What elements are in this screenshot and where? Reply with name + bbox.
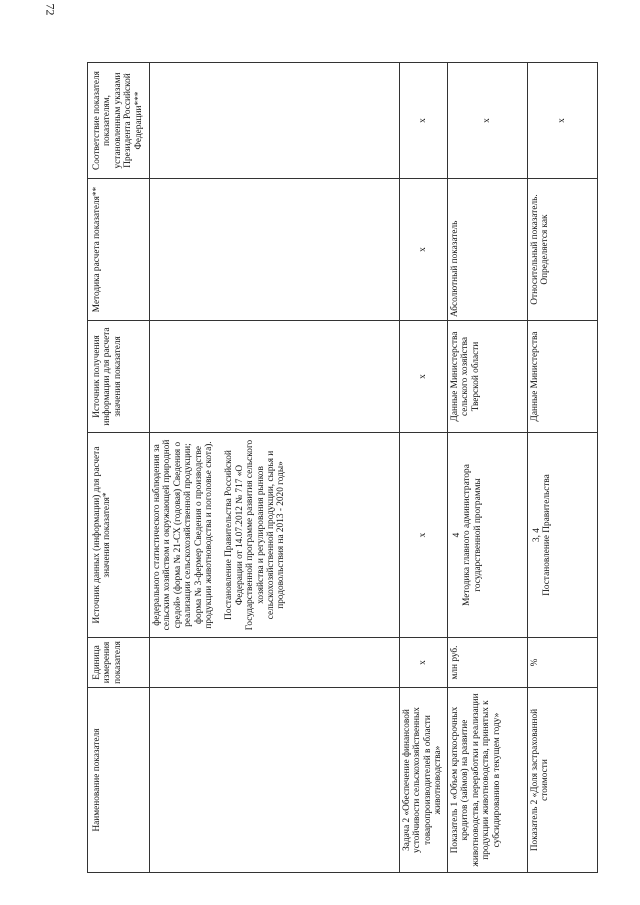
table-row-task-2 — [400, 63, 448, 873]
header-unit: Единица измерения показателя — [88, 638, 150, 688]
source-text-2: Постановление Правительства Российской Федерации от 14.07.2012 № 717 «О Государственной программе развития сельского хозяйства и регулирования рынков сельскохозяйственной продукции, сырья и продовольствия на 2013 - 2020 годы» — [224, 439, 287, 631]
source-text-1: федерального статистического наблюдения за сельским хозяйством и окружающей природной средой» (форма № 21-СХ (годовая) Сведения о реализации сельскохозяйственной продукции; форма № 3-фермер Сведения о производстве продукции животноводства и поголовье скота). — [152, 439, 215, 631]
indicator-2-source — [528, 433, 598, 638]
indicator-1-method-calc: Абсолютный показатель — [448, 179, 528, 321]
indicator-1-source-text: Методика главного администратора государственной программы — [462, 464, 483, 606]
indicator-2-source-num: 3, 4 — [532, 528, 542, 542]
table-row-indicator-2 — [528, 63, 598, 873]
source-cell — [150, 433, 400, 638]
indicator-1-source — [448, 433, 528, 638]
header-name: Наименование показателя — [88, 688, 150, 873]
indicator-1-compliance: x — [448, 63, 528, 179]
indicator-1-unit: млн руб. — [448, 638, 528, 688]
table-row — [150, 63, 400, 873]
indicator-1-source-num: 4 — [452, 532, 462, 538]
task-2-unit: x — [400, 638, 448, 688]
header-method-calc: Методика расчета показателя** — [88, 179, 150, 321]
task-2-method-obtain: x — [400, 321, 448, 433]
header-source: Источник данных (информации) для расчета значения показателя* — [88, 433, 150, 638]
task-2-compliance: x — [400, 63, 448, 179]
rotated-table-container — [87, 41, 597, 873]
indicator-2-compliance: x — [528, 63, 598, 179]
task-2-method-calc: x — [400, 179, 448, 321]
indicator-2-method-calc: Относительный показатель. Определяется как — [528, 179, 598, 321]
indicator-2-method-obtain: Данные Министерства — [528, 321, 598, 433]
task-2-source: x — [400, 433, 448, 638]
header-method-obtain: Источник получения информации для расчета значения показателя — [88, 321, 150, 433]
indicator-1-name: Показатель 1 «Объем краткосрочных кредитов (займов) на развитие животноводства, переработки и реализации продукции животноводства, принятых к субсидированию в текущем году» — [448, 688, 528, 873]
header-row — [88, 63, 150, 873]
header-compliance: Соответствие показателя показателям, установленным указами Президента Российской Федерации*** — [88, 63, 150, 179]
indicator-2-source-text: Постановление Правительства — [542, 474, 553, 596]
task-2-name: Задача 2 «Обеспечение финансовой устойчивости сельскохозяйственных товаропроизводителей в области животноводства» — [400, 688, 448, 873]
page-number: 72 — [43, 3, 58, 16]
indicator-2-unit: % — [528, 638, 598, 688]
indicator-1-method-obtain: Данные Министерства сельского хозяйства Тверской области — [448, 321, 528, 433]
indicator-2-name: Показатель 2 «Доля застрахованной стоимости — [528, 688, 598, 873]
indicators-table — [87, 62, 598, 873]
table-row-indicator-1 — [448, 63, 528, 873]
